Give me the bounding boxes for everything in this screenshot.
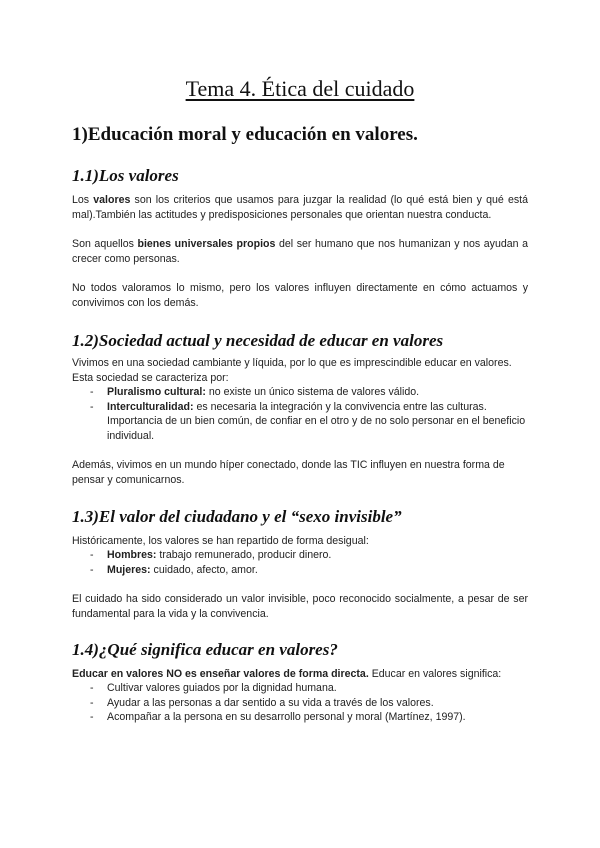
section-1-3-heading: 1.3)El valor del ciudadano y el “sexo invisible” — [72, 507, 402, 526]
text-run: son los criterios que usamos para juzgar la realidad (lo qué está bien y qué está mal).También las actitudes y predisposiciones personales que orientan nuestra conducta. — [72, 194, 528, 221]
text-run: Educar en valores significa: — [368, 668, 502, 680]
list-item — [72, 400, 528, 444]
text-run: es necesaria la integración y la convivencia entre las culturas. Importancia de un bien común, de confiar en el otro y de no solo personar en el beneficio individual. — [107, 400, 526, 442]
values-influence-paragraph: No todos valoramos lo mismo, pero los valores influyen directamente en cómo actuamos y convivimos con los demás. — [72, 282, 528, 309]
section-1-4-heading: 1.4)¿Qué significa educar en valores? — [72, 640, 338, 659]
list-item — [72, 385, 528, 400]
list-item — [72, 563, 528, 578]
society-intro-paragraph: Vivimos en una sociedad cambiante y líquida, por lo que es imprescindible educar en valores. Esta sociedad se caracteriza por: — [72, 357, 512, 384]
text-run: trabajo remunerado, producir dinero. — [156, 549, 332, 561]
bold-term: bienes universales propios — [137, 238, 276, 250]
section-1-1-heading: 1.1)Los valores — [72, 166, 179, 185]
hyperconnected-paragraph: Además, vivimos en un mundo híper conectado, donde las TIC influyen en nuestra forma de pensar y comunicarnos. — [72, 459, 505, 486]
bold-term: Pluralismo cultural: — [107, 386, 206, 398]
text-run: Los — [72, 194, 94, 206]
bold-term: Hombres: — [107, 549, 157, 561]
list-item: - Acompañar a la persona en su desarrollo personal y moral (Martínez, 1997). — [72, 710, 528, 725]
society-traits-list — [72, 385, 528, 443]
educating-values-intro — [72, 667, 528, 682]
document-title: Tema 4. Ética del cuidado — [185, 76, 415, 101]
section-1-heading: 1)Educación moral y educación en valores. — [72, 124, 418, 145]
gender-values-list — [72, 548, 528, 577]
educating-values-list — [72, 681, 528, 725]
bold-term: Mujeres: — [107, 563, 151, 576]
bold-term: valores — [93, 194, 131, 206]
text-run: del ser humano que nos humanizan y nos ayudan a crecer como personas. — [72, 238, 529, 265]
text-run: cuidado, afecto, amor. — [150, 563, 258, 576]
values-definition-paragraph — [72, 193, 528, 222]
text-run: Son aquellos — [72, 238, 138, 250]
list-item: - Cultivar valores guiados por la dignidad humana. — [72, 681, 528, 696]
inequality-intro-paragraph: Históricamente, los valores se han repartido de forma desigual: — [72, 535, 369, 547]
text-run: no existe un único sistema de valores válido. — [205, 386, 420, 398]
bold-term: Educar en valores NO es enseñar valores de forma directa. — [72, 668, 369, 680]
universal-goods-paragraph — [72, 237, 528, 266]
section-1-2-heading: 1.2)Sociedad actual y necesidad de educar en valores — [72, 331, 444, 350]
bold-term: Interculturalidad: — [107, 400, 194, 413]
list-item — [72, 548, 528, 563]
invisible-care-paragraph: El cuidado ha sido considerado un valor invisible, poco reconocido socialmente, a pesar de ser fundamental para la vida y la convivencia. — [72, 593, 528, 620]
list-item: - Ayudar a las personas a dar sentido a su vida a través de los valores. — [72, 696, 528, 711]
